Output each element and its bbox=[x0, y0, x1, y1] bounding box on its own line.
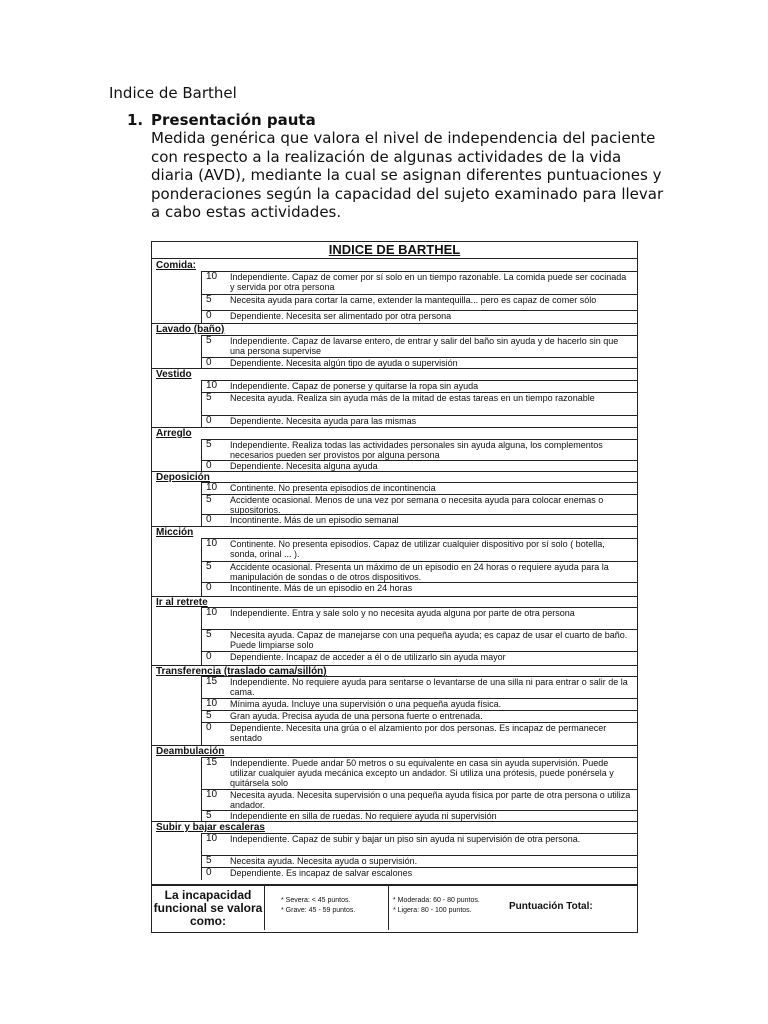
option-description: Continente. No presenta episodios. Capaz de utilizar cualquier dispositivo por sí solo ( botella, sonda, orinal ... ). bbox=[230, 539, 605, 559]
option-score: 15 bbox=[206, 757, 218, 768]
total-score-label: Puntuación Total: bbox=[509, 901, 593, 912]
option-score: 10 bbox=[206, 789, 218, 800]
category-label: Lavado (baño) bbox=[156, 324, 225, 335]
option-score: 5 bbox=[206, 810, 212, 821]
option-row bbox=[201, 538, 637, 561]
option-description: Dependiente. Es incapaz de salvar escalones bbox=[230, 868, 413, 878]
scale-grave: * Grave: 45 - 59 puntos. bbox=[281, 907, 356, 914]
footer-scale-right bbox=[389, 886, 509, 930]
section-paragraph: Medida genérica que valora el nivel de independencia del paciente con respecto a la realización de algunas actividades de la vida diaria (AVD), mediante la cual se asignan diferentes puntuaciones y ponderaciones según la capacidad del sujeto examinado para llevar a cabo estas actividades. bbox=[151, 129, 664, 221]
section-heading bbox=[127, 111, 667, 129]
option-description: Continente. No presenta episodios de incontinencia bbox=[230, 483, 436, 493]
section-heading-text: Presentación pauta bbox=[151, 111, 316, 129]
option-description: Dependiente. Necesita algún tipo de ayuda o supervisión bbox=[230, 358, 458, 368]
category-divider bbox=[152, 368, 637, 369]
scale-ligera: * Ligera: 80 - 100 puntos. bbox=[393, 907, 472, 914]
option-description: Gran ayuda. Precisa ayuda de una persona fuerte o entrenada. bbox=[230, 711, 483, 721]
option-row bbox=[201, 271, 637, 294]
option-description: Necesita ayuda. Capaz de manejarse con una pequeña ayuda; es capaz de usar el cuarto de baño. Puede limpiarse solo bbox=[230, 630, 628, 650]
option-score: 10 bbox=[206, 698, 218, 709]
option-description: Dependiente. Necesita alguna ayuda bbox=[230, 461, 378, 471]
category-divider bbox=[152, 471, 637, 472]
barthel-index-table bbox=[151, 241, 638, 933]
option-row bbox=[201, 789, 637, 810]
option-row bbox=[201, 855, 637, 867]
option-description: Independiente. Capaz de subir y bajar un piso sin ayuda ni supervisión de otra persona. bbox=[230, 834, 581, 844]
option-description: Accidente ocasional. Presenta un máximo de un episodio en 24 horas o requiere ayuda para la manipulación de sondas o de otros dispositivos. bbox=[230, 562, 609, 582]
option-score: 0 bbox=[206, 460, 212, 471]
option-row bbox=[201, 629, 637, 651]
option-score: 5 bbox=[206, 335, 212, 346]
option-row bbox=[201, 380, 637, 392]
option-score: 10 bbox=[206, 833, 218, 844]
option-score: 0 bbox=[206, 867, 212, 878]
option-row bbox=[201, 867, 637, 880]
option-row bbox=[201, 810, 637, 821]
option-description: Dependiente. Necesita ayuda para las mismas bbox=[230, 416, 417, 426]
category-label: Vestido bbox=[156, 369, 192, 380]
category-label: Arreglo bbox=[156, 428, 192, 439]
option-row bbox=[201, 582, 637, 596]
option-row bbox=[201, 722, 637, 745]
option-row bbox=[201, 757, 637, 789]
option-score: 5 bbox=[206, 855, 212, 866]
table-footer bbox=[152, 884, 637, 932]
section-number: 1. bbox=[127, 111, 144, 129]
option-description: Independiente. Puede andar 50 metros o su equivalente en casa sin ayuda supervisión. Puede utilizar cualquier ayuda mecánica excepto un andador. Si utiliza una prótesis, puede ponérsela y quitársela solo bbox=[230, 758, 614, 788]
scale-moderada: * Moderada: 60 - 80 puntos. bbox=[393, 897, 480, 904]
option-row bbox=[201, 439, 637, 460]
option-score: 0 bbox=[206, 582, 212, 593]
option-score: 5 bbox=[206, 494, 212, 505]
scale-severa: * Severa: < 45 puntos. bbox=[281, 897, 351, 904]
option-description: Dependiente. Necesita ser alimentado por otra persona bbox=[230, 311, 452, 321]
category-label: Subir y bajar escaleras bbox=[156, 822, 265, 833]
category-divider bbox=[152, 596, 637, 597]
option-score: 0 bbox=[206, 357, 212, 368]
option-description: Independiente. Realiza todas las actividades personales sin ayuda alguna, los complementos necesarios pueden ser provistos por alguna persona bbox=[230, 440, 603, 460]
option-row bbox=[201, 698, 637, 710]
option-row bbox=[201, 676, 637, 698]
option-score: 0 bbox=[206, 415, 212, 426]
option-description: Necesita ayuda. Realiza sin ayuda más de la mitad de estas tareas en un tiempo razonable bbox=[230, 393, 595, 403]
option-row bbox=[201, 607, 637, 629]
option-description: Necesita ayuda. Necesita ayuda o supervisión. bbox=[230, 856, 418, 866]
option-description: Dependiente. Necesita una grúa o el alzamiento por dos personas. Es incapaz de permanecer sentado bbox=[230, 723, 607, 743]
option-score: 10 bbox=[206, 271, 218, 282]
option-row bbox=[201, 460, 637, 471]
option-score: 10 bbox=[206, 482, 218, 493]
option-score: 10 bbox=[206, 538, 218, 549]
option-description: Incontinente. Más de un episodio semanal bbox=[230, 515, 399, 525]
option-row bbox=[201, 494, 637, 514]
table-title: INDICE DE BARTHEL bbox=[152, 242, 637, 259]
category-label: Transferencia (traslado cama/sillón) bbox=[156, 666, 327, 677]
section-presentacion bbox=[127, 111, 667, 222]
option-description: Necesita ayuda para cortar la carne, extender la mantequilla... pero es capaz de comer sólo bbox=[230, 295, 597, 305]
option-description: Mínima ayuda. Incluye una supervisión o una pequeña ayuda física. bbox=[230, 699, 502, 709]
option-row bbox=[201, 392, 637, 415]
option-score: 5 bbox=[206, 629, 212, 640]
option-score: 5 bbox=[206, 392, 212, 403]
option-score: 0 bbox=[206, 310, 212, 321]
footer-label: La incapacidad funcional se valora como: bbox=[152, 886, 265, 930]
option-score: 15 bbox=[206, 676, 218, 687]
footer-scale-left bbox=[265, 886, 389, 930]
option-description: Independiente. Capaz de comer por sí solo en un tiempo razonable. La comida puede ser cocinada y servida por otra persona bbox=[230, 272, 627, 292]
option-description: Dependiente. Incapaz de acceder a él o de utilizarlo sin ayuda mayor bbox=[230, 652, 506, 662]
option-description: Independiente. No requiere ayuda para sentarse o levantarse de una silla ni para entrar o salir de la cama. bbox=[230, 677, 628, 697]
category-divider bbox=[152, 745, 637, 746]
option-row bbox=[201, 335, 637, 357]
option-description: Necesita ayuda. Necesita supervisión o una pequeña ayuda física por parte de otra persona o utiliza andador. bbox=[230, 790, 631, 810]
option-description: Independiente. Entra y sale solo y no necesita ayuda alguna por parte de otra persona bbox=[230, 608, 575, 618]
option-score: 0 bbox=[206, 722, 212, 733]
category-label: Deposición bbox=[156, 472, 210, 483]
option-row bbox=[201, 561, 637, 582]
option-score: 5 bbox=[206, 561, 212, 572]
document-title: Indice de Barthel bbox=[109, 84, 237, 102]
option-row bbox=[201, 415, 637, 427]
option-row bbox=[201, 357, 637, 368]
option-description: Independiente. Capaz de lavarse entero, de entrar y salir del baño sin ayuda y de hacerlo sin que una persona supervise bbox=[230, 336, 619, 356]
category-divider bbox=[152, 427, 637, 428]
option-score: 0 bbox=[206, 651, 212, 662]
option-row bbox=[201, 514, 637, 526]
option-row bbox=[201, 651, 637, 665]
option-score: 10 bbox=[206, 607, 218, 618]
option-score: 5 bbox=[206, 439, 212, 450]
option-score: 5 bbox=[206, 710, 212, 721]
option-score: 10 bbox=[206, 380, 218, 391]
option-score: 5 bbox=[206, 294, 212, 305]
category-label: Deambulación bbox=[156, 746, 225, 757]
category-label: Ir al retrete bbox=[156, 597, 208, 608]
option-row bbox=[201, 310, 637, 323]
option-description: Incontinente. Más de un episodio en 24 horas bbox=[230, 583, 413, 593]
category-divider bbox=[152, 526, 637, 527]
option-description: Independiente. Capaz de ponerse y quitarse la ropa sin ayuda bbox=[230, 381, 479, 391]
category-label: Comida: bbox=[156, 260, 196, 271]
option-description: Independiente en silla de ruedas. No requiere ayuda ni supervisión bbox=[230, 811, 497, 821]
category-label: Micción bbox=[156, 527, 194, 538]
option-row bbox=[201, 833, 637, 855]
option-row bbox=[201, 482, 637, 494]
option-row bbox=[201, 710, 637, 722]
option-description: Accidente ocasional. Menos de una vez por semana o necesita ayuda para colocar enemas o supositorios. bbox=[230, 495, 604, 515]
category-divider bbox=[152, 323, 637, 324]
option-row bbox=[201, 294, 637, 310]
option-score: 0 bbox=[206, 514, 212, 525]
